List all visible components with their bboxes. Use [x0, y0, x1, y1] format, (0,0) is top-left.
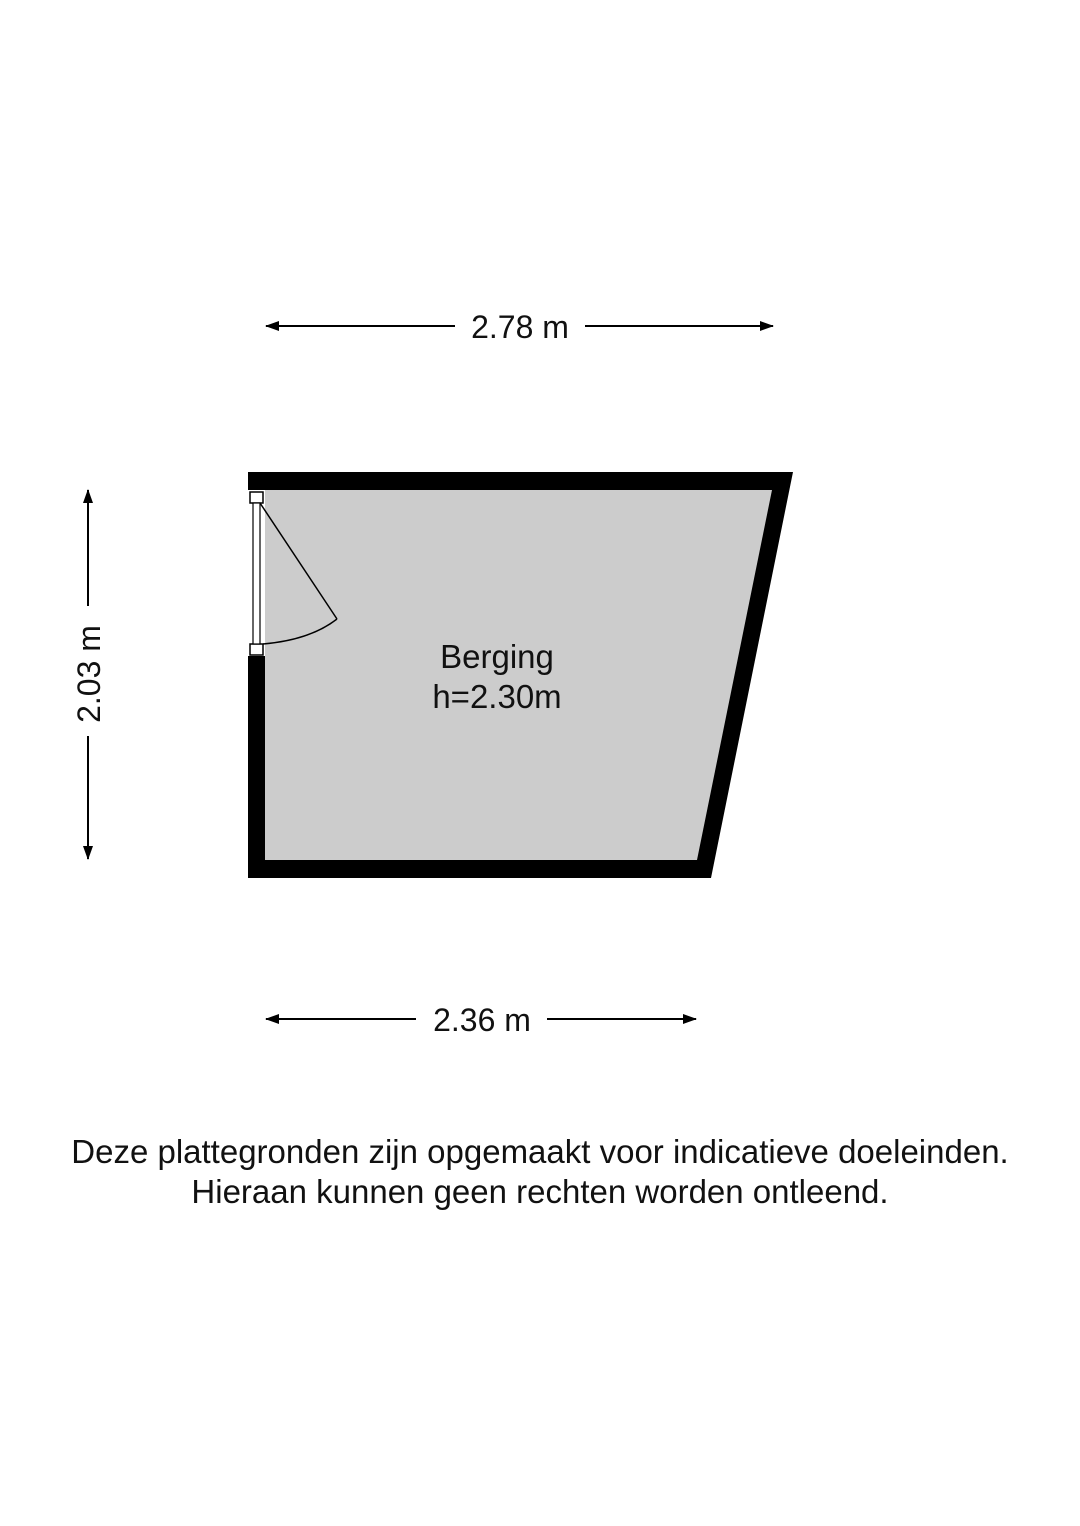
door-frame-bottom	[250, 644, 263, 655]
disclaimer-line-1: Deze plattegronden zijn opgemaakt voor indicatieve doeleinden.	[71, 1133, 1009, 1170]
disclaimer	[0, 1132, 1080, 1212]
disclaimer-line-2: Hieraan kunnen geen rechten worden ontleend.	[191, 1173, 889, 1210]
room-berging	[248, 472, 793, 878]
bottom-dimension	[266, 1002, 696, 1038]
door-frame-top	[250, 492, 263, 503]
room-floor	[265, 490, 772, 860]
top-dimension	[266, 309, 773, 345]
left-dimension	[71, 490, 107, 859]
bottom-dimension-label: 2.36 m	[433, 1002, 531, 1038]
room-name: Berging	[440, 638, 554, 675]
top-dimension-label: 2.78 m	[471, 309, 569, 345]
left-dimension-label: 2.03 m	[71, 625, 107, 723]
room-height: h=2.30m	[432, 678, 562, 715]
door-leaf	[253, 503, 260, 644]
